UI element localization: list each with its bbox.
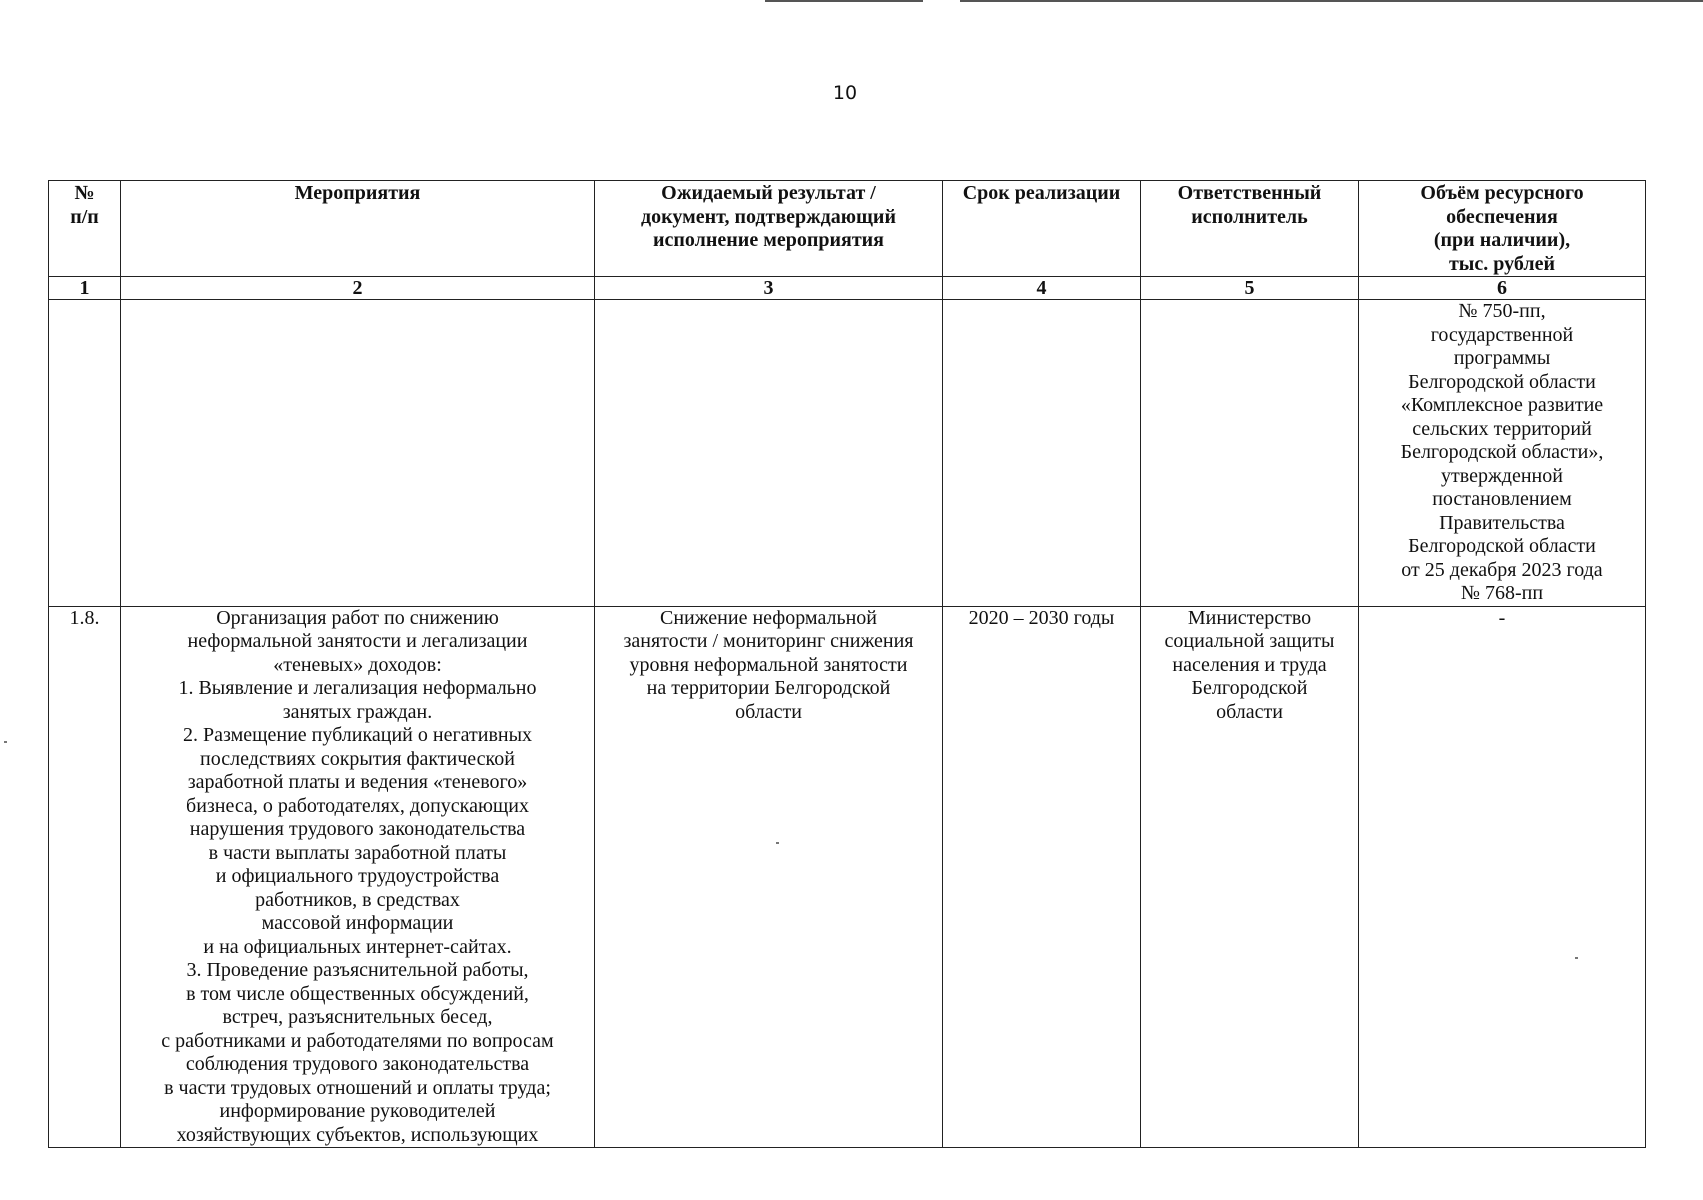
text-line: Объём ресурсного	[1420, 182, 1584, 204]
executor-cell	[1141, 606, 1359, 1148]
text-line: информирование руководителей	[219, 1100, 496, 1122]
text-line: Ответственный	[1177, 182, 1322, 204]
header-number	[49, 181, 121, 277]
text-line: уровня неформальной занятости	[629, 653, 908, 676]
text-line: Белгородской области	[1408, 370, 1596, 393]
text-line: области	[1216, 700, 1283, 723]
top-scan-line-right	[960, 0, 1703, 2]
text-line: нарушения трудового законодательства	[189, 818, 526, 840]
text-line: Министерство	[1187, 606, 1312, 629]
text-line: в том числе общественных обсуждений,	[186, 982, 529, 1005]
header-funding-volume	[1359, 181, 1646, 277]
text-line: Мероприятия	[294, 182, 421, 204]
text-line: тыс. рублей	[1448, 252, 1556, 275]
column-number: 3	[595, 277, 943, 300]
text-line: Белгородской	[1191, 677, 1308, 699]
text-line: с работниками и работодателями по вопросам	[161, 1029, 554, 1052]
empty-cell	[943, 300, 1141, 607]
text-line: хозяйствующих субъектов, использующих	[176, 1123, 539, 1146]
text-line: документ, подтверждающий	[641, 205, 896, 228]
empty-cell	[595, 300, 943, 607]
table-row-continuation	[49, 300, 1646, 607]
header-activities	[121, 181, 595, 277]
header-implementation-period	[943, 181, 1141, 277]
text-line: исполнение мероприятия	[653, 229, 884, 251]
empty-cell	[121, 300, 595, 607]
column-number: 2	[121, 277, 595, 300]
text-line: Правительства	[1439, 511, 1565, 534]
text-line: (при наличии),	[1433, 229, 1571, 251]
text-line: соблюдения трудового законодательства	[185, 1053, 530, 1075]
text-line: Ожидаемый результат /	[661, 182, 876, 204]
text-line: 2020 – 2030 годы	[968, 606, 1115, 629]
header-expected-result	[595, 181, 943, 277]
text-line: заработной платы и ведения «теневого»	[187, 771, 528, 793]
text-line: программы	[1453, 347, 1551, 369]
text-line: «Комплексное развитие	[1400, 394, 1604, 416]
text-line: занятых граждан.	[282, 700, 433, 723]
text-line: утвержденной	[1441, 464, 1563, 487]
activity-cell	[121, 606, 595, 1148]
text-line: социальной защиты	[1164, 630, 1335, 652]
text-line: на территории Белгородской	[646, 677, 891, 699]
text-line: постановлением	[1432, 488, 1572, 510]
text-line: обеспечения	[1446, 205, 1558, 228]
expected-result-cell	[595, 606, 943, 1148]
text-line: сельских территорий	[1412, 417, 1592, 440]
column-number: 6	[1359, 277, 1646, 300]
column-number-row	[49, 277, 1646, 300]
text-line: п/п	[70, 205, 99, 228]
text-line: занятости / мониторинг снижения	[623, 630, 914, 652]
text-line: и официального трудоустройства	[215, 865, 500, 887]
empty-cell	[49, 300, 121, 607]
text-line: населения и труда	[1172, 653, 1327, 676]
text-line: 1. Выявление и легализация неформально	[178, 677, 537, 699]
text-line: работников, в средствах	[255, 888, 460, 911]
text-line: в части трудовых отношений и оплаты труда;	[164, 1076, 551, 1099]
text-line: Организация работ по снижению	[216, 606, 499, 629]
column-number: 4	[943, 277, 1141, 300]
text-line: от 25 декабря 2023 года	[1401, 558, 1603, 581]
period-cell	[943, 606, 1141, 1148]
column-number: 1	[49, 277, 121, 300]
text-line: последствиях сокрытия фактической	[200, 747, 515, 770]
table-header-row	[49, 181, 1646, 277]
text-line: № 768-пп	[1460, 582, 1544, 604]
text-line: -	[1498, 606, 1506, 629]
text-line: массовой информации	[261, 912, 454, 934]
text-line: Белгородской области	[1408, 535, 1596, 557]
text-line: в части выплаты заработной платы	[208, 841, 507, 864]
text-line: бизнеса, о работодателях, допускающих	[186, 794, 529, 817]
page-number: 10	[832, 82, 858, 104]
top-scan-line-left	[765, 0, 923, 2]
text-line: исполнитель	[1191, 205, 1308, 228]
funding-continuation-cell	[1359, 300, 1646, 607]
scan-speck	[4, 741, 7, 743]
text-line: Снижение неформальной	[659, 606, 878, 629]
text-line: и на официальных интернет-сайтах.	[203, 935, 512, 958]
funding-cell	[1359, 606, 1646, 1148]
text-line: № 750-пп,	[1458, 300, 1546, 322]
text-line: Срок реализации	[962, 182, 1121, 204]
text-line: 2. Размещение публикаций о негативных	[182, 724, 533, 746]
text-line: Белгородской области»,	[1400, 441, 1604, 463]
text-line: встреч, разъяснительных бесед,	[222, 1006, 493, 1028]
text-line: неформальной занятости и легализации	[187, 630, 528, 652]
text-line: «теневых» доходов:	[273, 653, 442, 676]
text-line: №	[74, 182, 95, 204]
column-number: 5	[1141, 277, 1359, 300]
header-responsible-executor	[1141, 181, 1359, 277]
table-row	[49, 606, 1646, 1148]
text-line: государственной	[1430, 323, 1574, 346]
empty-cell	[1141, 300, 1359, 607]
measures-table	[48, 180, 1646, 1148]
text-line: 3. Проведение разъяснительной работы,	[186, 959, 529, 981]
text-line: 1.8.	[69, 606, 100, 629]
row-number-cell	[49, 606, 121, 1148]
text-line: области	[735, 700, 802, 723]
